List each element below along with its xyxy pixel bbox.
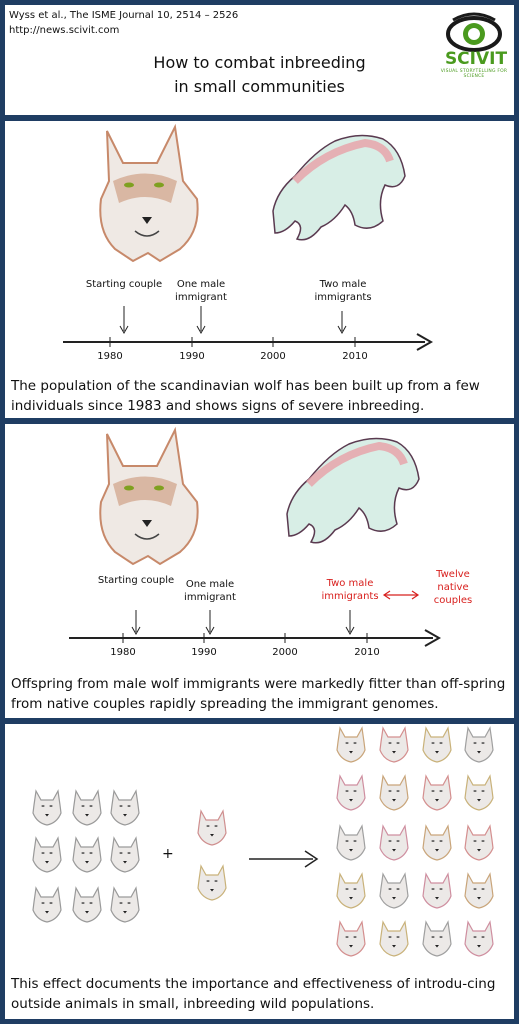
header-panel xyxy=(5,5,514,115)
offspring-wolf-icon xyxy=(380,922,408,956)
year-label: 1980 xyxy=(110,647,136,658)
wolf-head-icon xyxy=(100,430,197,564)
label-one-male-immigrant: One male immigrant xyxy=(184,579,236,603)
panel1-caption: The population of the scandinavian wolf has been built up from a few individuals since 1983 and shows signs of severe inbreeding. xyxy=(11,378,480,414)
citation: Wyss et al., The ISME Journal 10, 2514 – 2526 xyxy=(9,10,239,21)
offspring-wolf-icon xyxy=(465,776,493,810)
native-wolf-icon xyxy=(111,838,139,872)
label-one-male-immigrant: One male immigrant xyxy=(175,279,227,303)
timeline-arrows xyxy=(120,306,346,333)
offspring-wolf-icon xyxy=(465,874,493,908)
panel2-caption: Offspring from male wolf immigrants were markedly fitter than off-spring from native couples rapidly spreading the immigrant genomes. xyxy=(11,676,506,712)
logo-name: SCIVIT xyxy=(444,49,508,69)
offspring-wolf-icon xyxy=(423,728,451,762)
label-starting-couple: Starting couple xyxy=(97,575,175,586)
label-twelve-native-couples: Twelve native couples xyxy=(433,569,473,606)
offspring-wolf-icon xyxy=(465,728,493,762)
native-wolf-icon xyxy=(33,838,61,872)
native-wolf-icon xyxy=(111,888,139,922)
immigrant-wolf-icon xyxy=(198,866,226,900)
offspring-wolf-icon xyxy=(380,826,408,860)
label-two-male-immigrants: Two male immigrants xyxy=(314,279,372,303)
plus-sign: + xyxy=(162,846,174,862)
offspring-wolf-icon xyxy=(337,922,365,956)
wolf-head-icon xyxy=(100,127,197,261)
offspring-wolf-icon xyxy=(465,826,493,860)
timeline-panel-2 xyxy=(5,424,514,718)
native-wolf-icon xyxy=(111,791,139,825)
panel1-art xyxy=(5,121,514,418)
native-wolf-icon xyxy=(33,791,61,825)
year-label: 2000 xyxy=(260,351,286,362)
label-starting-couple: Starting couple xyxy=(85,279,163,290)
offspring-wolf-icon xyxy=(423,922,451,956)
year-label: 1990 xyxy=(191,647,217,658)
offspring-wolf-icon xyxy=(465,922,493,956)
offspring-wolf-icon xyxy=(337,874,365,908)
native-wolf-icon xyxy=(73,888,101,922)
offspring-wolf-icon xyxy=(423,826,451,860)
offspring-wolf-icon xyxy=(380,728,408,762)
page-title: How to combat inbreeding in small communities xyxy=(153,53,366,96)
year-label: 1980 xyxy=(97,351,123,362)
logo-tagline: VISUAL STORYTELLING FOR SCIENCE xyxy=(440,69,508,79)
offspring-wolf-icon xyxy=(337,728,365,762)
offspring-wolf-icon xyxy=(380,874,408,908)
year-label: 2000 xyxy=(272,647,298,658)
year-label: 1990 xyxy=(179,351,205,362)
offspring-wolf-icon xyxy=(423,874,451,908)
source-url[interactable]: http://news.scivit.com xyxy=(9,25,120,36)
offspring-wolf-icon xyxy=(337,776,365,810)
immigrant-wolf-icon xyxy=(198,811,226,845)
population-panel xyxy=(5,724,514,1019)
scandinavia-map-icon xyxy=(287,438,419,542)
timeline-axis xyxy=(63,334,431,350)
panel3-caption: This effect documents the importance and effectiveness of introdu-cing outside animals in small, inbreeding wild populations. xyxy=(11,976,496,1012)
native-wolf-icon xyxy=(73,791,101,825)
offspring-wolf-icon xyxy=(423,776,451,810)
timeline-panel-1 xyxy=(5,121,514,418)
label-two-male-immigrants: Two male immigrants xyxy=(321,578,379,602)
offspring-wolf-icon xyxy=(380,776,408,810)
year-label: 2010 xyxy=(342,351,368,362)
scandinavia-map-icon xyxy=(273,135,405,239)
year-label: 2010 xyxy=(354,647,380,658)
offspring-wolf-icon xyxy=(337,826,365,860)
timeline-axis xyxy=(69,630,439,646)
native-wolf-icon xyxy=(73,838,101,872)
native-wolf-icon xyxy=(33,888,61,922)
